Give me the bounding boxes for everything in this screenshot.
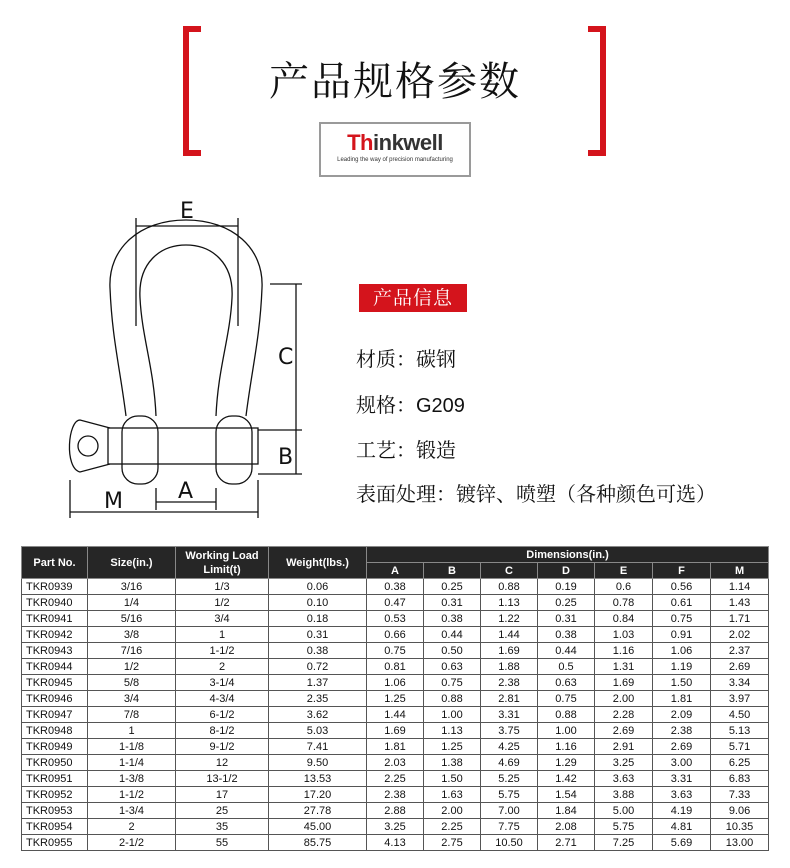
table-row <box>22 723 769 739</box>
table-cell: 4.81 <box>653 819 711 835</box>
table-cell: 4.69 <box>481 755 538 771</box>
table-cell: 12 <box>176 755 269 771</box>
table-cell: 2.69 <box>595 723 653 739</box>
table-cell: 4.19 <box>653 803 711 819</box>
table-cell: 0.38 <box>269 643 367 659</box>
header-dim-c: C <box>481 563 538 579</box>
table-row <box>22 819 769 835</box>
table-cell: 0.63 <box>424 659 481 675</box>
table-cell: 0.56 <box>653 579 711 595</box>
header-wll: Working Load Limit(t) <box>176 547 269 579</box>
table-cell: 1.29 <box>538 755 595 771</box>
table-cell: 3.31 <box>481 707 538 723</box>
header-dim-e: E <box>595 563 653 579</box>
shackle-pin <box>108 428 258 464</box>
table-row <box>22 659 769 675</box>
table-cell: 3.88 <box>595 787 653 803</box>
table-cell: 2 <box>88 819 176 835</box>
table-cell: 1.14 <box>711 579 769 595</box>
table-cell: 4.50 <box>711 707 769 723</box>
table-header-row <box>22 547 769 563</box>
table-cell: 0.75 <box>367 643 424 659</box>
table-cell: 5.69 <box>653 835 711 851</box>
dim-label-e: E <box>180 199 194 224</box>
table-cell: 2.25 <box>367 771 424 787</box>
table-cell: 0.50 <box>424 643 481 659</box>
table-cell: 0.31 <box>538 611 595 627</box>
table-cell: 10.50 <box>481 835 538 851</box>
table-cell: 25 <box>176 803 269 819</box>
table-cell: 1.03 <box>595 627 653 643</box>
table-cell: 8-1/2 <box>176 723 269 739</box>
table-cell: 7.41 <box>269 739 367 755</box>
table-row <box>22 611 769 627</box>
table-cell: 1.84 <box>538 803 595 819</box>
shackle-bow-outer <box>110 220 262 416</box>
table-cell: 35 <box>176 819 269 835</box>
table-cell: 1-1/4 <box>88 755 176 771</box>
shackle-pin-head <box>69 420 110 472</box>
table-cell: 7/8 <box>88 707 176 723</box>
info-surface <box>356 478 716 507</box>
table-cell: 1.25 <box>367 691 424 707</box>
table-cell: 0.18 <box>269 611 367 627</box>
page-title: 产品规格参数 <box>269 59 521 105</box>
table-cell: 1 <box>88 723 176 739</box>
table-cell: 1.06 <box>367 675 424 691</box>
header-part-no: Part No. <box>22 547 88 579</box>
table-cell: 3.63 <box>653 787 711 803</box>
table-cell: 10.35 <box>711 819 769 835</box>
table-cell: 1.44 <box>481 627 538 643</box>
table-row <box>22 739 769 755</box>
table-cell: TKR0947 <box>22 707 88 723</box>
table-cell: 1.88 <box>481 659 538 675</box>
header-dimensions: Dimensions(in.) <box>367 547 769 563</box>
table-cell: 1/4 <box>88 595 176 611</box>
table-cell: 1-3/4 <box>88 803 176 819</box>
table-cell: 1.50 <box>424 771 481 787</box>
table-cell: 0.88 <box>481 579 538 595</box>
table-cell: 1.00 <box>538 723 595 739</box>
table-cell: 0.19 <box>538 579 595 595</box>
table-cell: 1.50 <box>653 675 711 691</box>
table-cell: 5.00 <box>595 803 653 819</box>
table-cell: 2.35 <box>269 691 367 707</box>
table-cell: 0.91 <box>653 627 711 643</box>
table-cell: 0.78 <box>595 595 653 611</box>
table-cell: 3/8 <box>88 627 176 643</box>
header-dim-f: F <box>653 563 711 579</box>
dim-label-c: C <box>278 345 294 370</box>
table-cell: 3-1/4 <box>176 675 269 691</box>
table-cell: 17.20 <box>269 787 367 803</box>
table-cell: TKR0952 <box>22 787 88 803</box>
table-cell: 1.25 <box>424 739 481 755</box>
table-cell: 1.16 <box>595 643 653 659</box>
dim-label-m: M <box>104 489 123 514</box>
dim-label-a: A <box>178 479 194 504</box>
table-cell: 0.06 <box>269 579 367 595</box>
info-spec <box>356 389 465 418</box>
table-cell: 4.13 <box>367 835 424 851</box>
table-cell: 7.00 <box>481 803 538 819</box>
table-cell: 0.75 <box>424 675 481 691</box>
table-cell: 0.25 <box>538 595 595 611</box>
table-cell: 0.38 <box>424 611 481 627</box>
table-cell: 0.47 <box>367 595 424 611</box>
table-cell: TKR0948 <box>22 723 88 739</box>
header-dim-b: B <box>424 563 481 579</box>
header-size: Size(in.) <box>88 547 176 579</box>
table-cell: 6.83 <box>711 771 769 787</box>
table-row <box>22 579 769 595</box>
shackle-bow-inner <box>140 245 232 416</box>
table-cell: 0.25 <box>424 579 481 595</box>
logo-tagline: Leading the way of precision manufacturing <box>337 157 453 163</box>
table-cell: 0.10 <box>269 595 367 611</box>
table-cell: 1.81 <box>367 739 424 755</box>
table-cell: 1/2 <box>88 659 176 675</box>
info-spec-label: 规格： <box>356 393 416 417</box>
table-cell: 1.69 <box>595 675 653 691</box>
table-cell: 2.91 <box>595 739 653 755</box>
table-cell: 0.38 <box>538 627 595 643</box>
table-cell: TKR0939 <box>22 579 88 595</box>
table-cell: 13-1/2 <box>176 771 269 787</box>
info-material-value: 碳钢 <box>416 347 456 371</box>
table-cell: 6.25 <box>711 755 769 771</box>
table-cell: 5/16 <box>88 611 176 627</box>
shackle-left-ear <box>122 416 158 484</box>
table-cell: 1.22 <box>481 611 538 627</box>
table-cell: 2.69 <box>653 739 711 755</box>
table-cell: 1.37 <box>269 675 367 691</box>
table-cell: 3/4 <box>88 691 176 707</box>
table-cell: 3.25 <box>367 819 424 835</box>
table-cell: 2.28 <box>595 707 653 723</box>
table-cell: 2.38 <box>481 675 538 691</box>
logo-wordmark: Thinkwell <box>347 130 443 155</box>
table-cell: 0.63 <box>538 675 595 691</box>
table-cell: 1.16 <box>538 739 595 755</box>
table-cell: 85.75 <box>269 835 367 851</box>
table-cell: 0.38 <box>367 579 424 595</box>
table-cell: 1/3 <box>176 579 269 595</box>
table-cell: 27.78 <box>269 803 367 819</box>
info-surface-value: 镀锌、喷塑（各种颜色可选） <box>456 482 716 506</box>
table-cell: 2.38 <box>367 787 424 803</box>
table-cell: TKR0949 <box>22 739 88 755</box>
table-cell: 1.81 <box>653 691 711 707</box>
table-cell: 13.00 <box>711 835 769 851</box>
shackle-right-ear <box>216 416 252 484</box>
table-cell: 2.08 <box>538 819 595 835</box>
table-row <box>22 787 769 803</box>
table-cell: 2.71 <box>538 835 595 851</box>
table-cell: 3/4 <box>176 611 269 627</box>
header-dim-d: D <box>538 563 595 579</box>
table-cell: 1.31 <box>595 659 653 675</box>
table-cell: 1 <box>176 627 269 643</box>
table-cell: 9-1/2 <box>176 739 269 755</box>
shackle-pin-eye <box>78 436 98 456</box>
table-cell: 1.69 <box>367 723 424 739</box>
table-cell: 5.71 <box>711 739 769 755</box>
table-cell: 0.88 <box>424 691 481 707</box>
table-cell: 3.75 <box>481 723 538 739</box>
table-cell: TKR0945 <box>22 675 88 691</box>
table-cell: 3.34 <box>711 675 769 691</box>
table-cell: TKR0955 <box>22 835 88 851</box>
table-row <box>22 675 769 691</box>
info-surface-label: 表面处理： <box>356 482 456 506</box>
info-spec-value: G209 <box>416 395 465 417</box>
table-cell: 2.09 <box>653 707 711 723</box>
table-cell: 3.25 <box>595 755 653 771</box>
table-cell: 7/16 <box>88 643 176 659</box>
table-cell: 2.75 <box>424 835 481 851</box>
table-cell: 55 <box>176 835 269 851</box>
table-cell: 4.25 <box>481 739 538 755</box>
table-cell: 5.03 <box>269 723 367 739</box>
table-row <box>22 707 769 723</box>
table-cell: TKR0953 <box>22 803 88 819</box>
table-cell: 45.00 <box>269 819 367 835</box>
table-cell: 6-1/2 <box>176 707 269 723</box>
table-cell: 1.69 <box>481 643 538 659</box>
table-cell: 0.66 <box>367 627 424 643</box>
table-cell: 5.75 <box>481 787 538 803</box>
table-cell: 1.38 <box>424 755 481 771</box>
table-cell: 1.43 <box>711 595 769 611</box>
info-material <box>356 343 456 372</box>
table-cell: 1-3/8 <box>88 771 176 787</box>
table-cell: 2.00 <box>424 803 481 819</box>
shackle-diagram <box>50 188 320 528</box>
table-cell: 1.54 <box>538 787 595 803</box>
table-cell: 7.75 <box>481 819 538 835</box>
table-cell: 5.75 <box>595 819 653 835</box>
table-cell: 1.42 <box>538 771 595 787</box>
header-dim-m: M <box>711 563 769 579</box>
table-cell: 0.75 <box>653 611 711 627</box>
table-cell: 0.44 <box>424 627 481 643</box>
dim-label-b: B <box>278 445 294 470</box>
table-row <box>22 803 769 819</box>
table-cell: 0.31 <box>269 627 367 643</box>
table-cell: 9.06 <box>711 803 769 819</box>
table-cell: 1-1/2 <box>88 787 176 803</box>
table-cell: 0.88 <box>538 707 595 723</box>
table-cell: 0.61 <box>653 595 711 611</box>
table-row <box>22 771 769 787</box>
table-cell: TKR0954 <box>22 819 88 835</box>
brand-logo <box>319 122 471 177</box>
table-cell: 7.25 <box>595 835 653 851</box>
table-cell: 0.31 <box>424 595 481 611</box>
table-cell: TKR0940 <box>22 595 88 611</box>
table-cell: 4-3/4 <box>176 691 269 707</box>
table-cell: 5.25 <box>481 771 538 787</box>
table-cell: 9.50 <box>269 755 367 771</box>
table-cell: 2.81 <box>481 691 538 707</box>
info-material-label: 材质： <box>356 347 416 371</box>
table-cell: TKR0942 <box>22 627 88 643</box>
table-cell: 0.5 <box>538 659 595 675</box>
table-cell: 1.71 <box>711 611 769 627</box>
table-cell: 17 <box>176 787 269 803</box>
header-dim-a: A <box>367 563 424 579</box>
table-cell: 1-1/8 <box>88 739 176 755</box>
table-cell: 2-1/2 <box>88 835 176 851</box>
table-cell: 1.00 <box>424 707 481 723</box>
table-cell: 3.97 <box>711 691 769 707</box>
table-cell: 0.84 <box>595 611 653 627</box>
table-cell: 0.6 <box>595 579 653 595</box>
table-cell: 5.13 <box>711 723 769 739</box>
info-process-value: 锻造 <box>416 438 456 462</box>
table-cell: 2 <box>176 659 269 675</box>
table-cell: 0.72 <box>269 659 367 675</box>
table-cell: TKR0946 <box>22 691 88 707</box>
table-cell: 1.44 <box>367 707 424 723</box>
table-cell: 2.03 <box>367 755 424 771</box>
table-row <box>22 627 769 643</box>
header-weight: Weight(lbs.) <box>269 547 367 579</box>
table-cell: 1.19 <box>653 659 711 675</box>
table-cell: TKR0944 <box>22 659 88 675</box>
table-cell: 0.53 <box>367 611 424 627</box>
specs-table <box>21 546 769 851</box>
table-cell: TKR0951 <box>22 771 88 787</box>
specs-table-body <box>22 579 769 851</box>
table-cell: 1.63 <box>424 787 481 803</box>
table-cell: 3/16 <box>88 579 176 595</box>
table-row <box>22 691 769 707</box>
table-cell: 3.63 <box>595 771 653 787</box>
table-cell: 3.62 <box>269 707 367 723</box>
table-cell: TKR0950 <box>22 755 88 771</box>
table-cell: 5/8 <box>88 675 176 691</box>
table-cell: 13.53 <box>269 771 367 787</box>
table-row <box>22 643 769 659</box>
table-cell: 2.00 <box>595 691 653 707</box>
table-cell: 2.38 <box>653 723 711 739</box>
table-cell: 0.44 <box>538 643 595 659</box>
table-row <box>22 835 769 851</box>
table-cell: 1.13 <box>424 723 481 739</box>
table-cell: 3.31 <box>653 771 711 787</box>
table-cell: 2.25 <box>424 819 481 835</box>
table-cell: 0.81 <box>367 659 424 675</box>
table-cell: 1-1/2 <box>176 643 269 659</box>
table-cell: 3.00 <box>653 755 711 771</box>
table-cell: 1/2 <box>176 595 269 611</box>
table-cell: 0.75 <box>538 691 595 707</box>
table-cell: TKR0943 <box>22 643 88 659</box>
table-cell: TKR0941 <box>22 611 88 627</box>
table-cell: 2.69 <box>711 659 769 675</box>
table-cell: 2.88 <box>367 803 424 819</box>
table-row <box>22 595 769 611</box>
product-info-tag: 产品信息 <box>359 284 467 312</box>
table-cell: 1.06 <box>653 643 711 659</box>
table-cell: 7.33 <box>711 787 769 803</box>
table-cell: 2.02 <box>711 627 769 643</box>
table-cell: 1.13 <box>481 595 538 611</box>
table-row <box>22 755 769 771</box>
info-process-label: 工艺： <box>356 438 416 462</box>
table-cell: 2.37 <box>711 643 769 659</box>
info-process <box>356 434 456 463</box>
